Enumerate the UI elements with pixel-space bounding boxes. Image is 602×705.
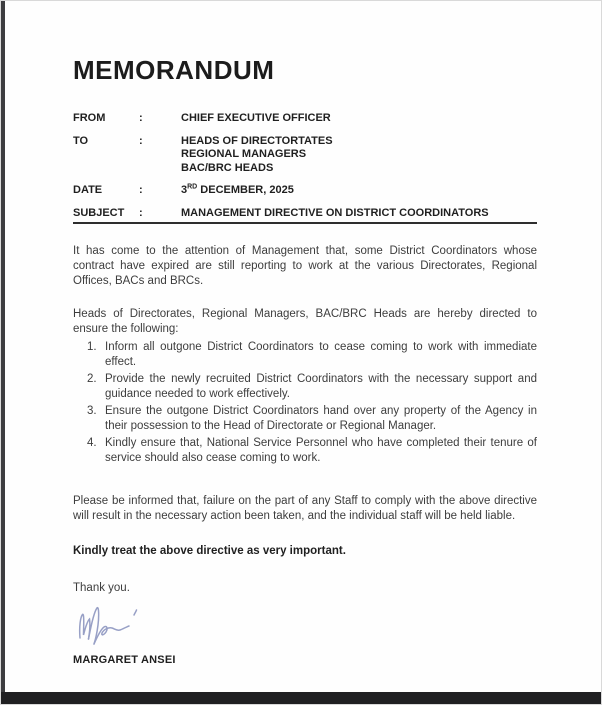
paragraph-intro: It has come to the attention of Management that, some District Coordinators whose contract have expired are still reporting to work at the various Directorates, Regional Offices, BACs and BRCs. bbox=[73, 245, 537, 287]
subject-value: MANAGEMENT DIRECTIVE ON DISTRICT COORDINATORS bbox=[181, 206, 489, 219]
header-row-to bbox=[73, 135, 537, 176]
date-day: 3 bbox=[181, 184, 188, 196]
to-recipient-3: BAC/BRC HEADS bbox=[181, 161, 274, 174]
date-label: DATE bbox=[73, 184, 103, 196]
list-item-number: 3. bbox=[87, 405, 97, 417]
list-item bbox=[87, 372, 537, 402]
to-label: TO bbox=[73, 134, 89, 147]
list-item-text: Ensure the outgone District Coordinators hand over any property of the Agency in their possession to the Head of Directorate or Regional Manager. bbox=[105, 405, 537, 432]
scan-artifact-left-edge bbox=[1, 1, 5, 704]
date-separator: : bbox=[139, 184, 143, 196]
subject-label: SUBJECT bbox=[73, 206, 125, 219]
to-recipient-2: REGIONAL MANAGERS bbox=[181, 148, 307, 160]
from-value: CHIEF EXECUTIVE OFFICER bbox=[181, 112, 331, 124]
signatory-name: MARGARET ANSEI bbox=[73, 654, 176, 666]
list-item bbox=[87, 404, 537, 434]
to-recipient-1: HEADS OF DIRECTORTATES bbox=[181, 134, 333, 147]
list-item-number: 2. bbox=[87, 373, 97, 385]
list-item-number: 1. bbox=[87, 341, 97, 353]
list-item-text: Provide the newly recruited District Coordinators with the necessary support and guidance needed to work effectively. bbox=[105, 373, 537, 400]
memo-title: MEMORANDUM bbox=[73, 55, 275, 85]
signature-image bbox=[73, 602, 537, 650]
date-ordinal: RD bbox=[187, 183, 198, 191]
subject-separator: : bbox=[139, 206, 143, 219]
header-row-from bbox=[73, 112, 537, 126]
memo-header-block bbox=[73, 112, 537, 224]
to-value bbox=[181, 135, 537, 176]
list-item-number: 4. bbox=[87, 437, 97, 449]
closing-line: Thank you. bbox=[73, 582, 130, 594]
scan-artifact-bottom-bar bbox=[1, 692, 601, 704]
handwritten-signature-icon bbox=[73, 602, 163, 650]
directive-list bbox=[87, 340, 537, 466]
list-item bbox=[87, 436, 537, 466]
header-row-subject bbox=[73, 207, 537, 221]
from-label: FROM bbox=[73, 112, 106, 124]
date-value bbox=[181, 184, 537, 198]
header-divider-rule bbox=[73, 222, 537, 224]
from-separator: : bbox=[139, 112, 143, 124]
memo-content bbox=[73, 55, 537, 666]
header-row-date bbox=[73, 184, 537, 198]
list-item bbox=[87, 340, 537, 370]
to-separator: : bbox=[139, 134, 143, 147]
list-item-text: Inform all outgone District Coordinators to cease coming to work with immediate effect. bbox=[105, 341, 537, 368]
paragraph-warning: Please be informed that, failure on the part of any Staff to comply with the above directive will result in the necessary action been taken, and the individual staff will be held liable. bbox=[73, 495, 537, 522]
emphasis-line: Kindly treat the above directive as very important. bbox=[73, 545, 346, 557]
paragraph-directive-lead: Heads of Directorates, Regional Managers, BAC/BRC Heads are hereby directed to ensure the following: bbox=[73, 308, 537, 335]
date-rest: DECEMBER, 2025 bbox=[197, 184, 294, 196]
list-item-text: Kindly ensure that, National Service Personnel who have completed their tenure of service should also cease coming to work. bbox=[105, 437, 537, 464]
